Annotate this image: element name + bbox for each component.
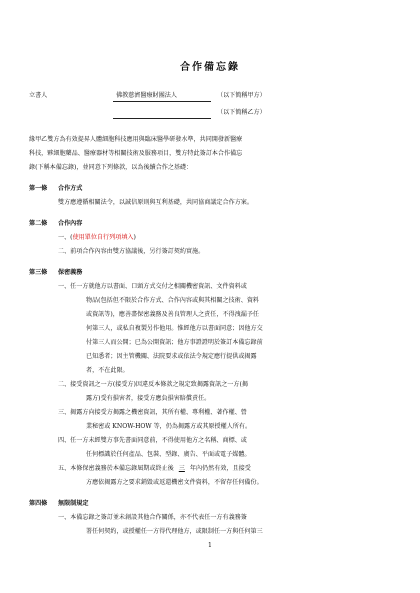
article-heading: 保密義務 [58,269,83,276]
article-line: 四、任一方未經雙方事先書面同意前，不得使用他方之名稱、商標、或 [58,437,247,444]
intro-line: 錄(下稱本備忘錄)，並同意下列條款，以為後續合作之基礎： [29,164,193,171]
article-number: 第二條 [29,220,48,227]
article-item-fill-in [58,233,136,243]
article-line: 二、前項合作內容由雙方協議後，另行簽訂契約實施。 [58,248,205,255]
fill-in-placeholder: 使用單位自行列項填入 [72,234,134,241]
article-line: 二、接受資訊之一方(接受方)因違反本條款之規定致揭露資訊之一方(揭 [58,381,248,388]
page-number: 1 [208,542,212,549]
item-prefix: 一、( [58,234,73,241]
item5-text: 年內仍然有效，且接受 [189,465,251,472]
article-line: 方應依揭露方之要求銷毀或返還機密文件資料，不留存任何備份。 [86,479,263,486]
article-line: 三、揭露方向接受方揭露之機密資訊，其所有權、專利權、著作權、營 [58,409,247,416]
article-line: 露方)受有損害者，接受方應負損害賠償責任。 [86,395,211,402]
confidentiality-years: 三 [178,465,185,472]
article-heading: 合作方式 [58,185,83,192]
intro-line: 緣甲乙雙方為有效提昇人體細胞科技應用與臨床醫學研發水準，共同開發新醫療 [29,136,243,143]
article-line: 付第三人而公開；已為公開資訊；他方事證證明於簽訂本備忘錄前 [86,339,263,346]
article-line: 已知悉者；因主管機關、法院要求或依法令規定應行提供或揭露 [86,353,257,360]
parties-label: 立書人 [29,92,48,99]
article-line: 雙方應遵循相關法令，以誠信原則與互利基礎，共同協商議定合作方案。 [58,199,253,206]
article-line: 任何標識於任何產品、包裝、型錄、廣告、平面或電子媒體。 [86,451,251,458]
article-line: 一、任一方就他方以書面、口頭方式交付之相關機密資訊、文件資料或 [58,283,247,290]
article-number: 第四條 [29,500,48,507]
article-line: 者，不在此限。 [86,367,129,374]
article-heading: 無限制規定 [58,500,89,507]
article-number: 第一條 [29,185,48,192]
document-title: 合作備忘錄 [180,62,240,73]
item5-text: 五、本條保密義務於本備忘錄屆期或終止後 [58,465,174,472]
article-line: 業秘密或 KNOW-HOW 等，仍為揭露方或其原授權人所有。 [86,423,252,430]
article-line: 一、本備忘錄之簽訂並未創設其他合作關係，亦不代表任一方有義務簽 [58,514,247,521]
article-line: 或資訊等)，應善盡保密義務及善良管理人之責任，不得洩漏予任 [86,311,260,318]
second-party-note: （以下簡稱乙方） [217,109,266,116]
first-party-underline [113,101,211,102]
intro-line: 科技，夥細胞藥品、醫療器材等相關技術及服務項目，雙方特此簽訂本合作備忘 [29,150,243,157]
item-suffix: ) [133,234,136,241]
article-line: 署任何契約，或授權任一方得代理他方，或限制任一方與任何第三 [86,528,263,535]
article-line: 物品(包括但不限於合作方式、合作內容或與其相關之技術、資料 [86,297,260,304]
second-party-underline [113,118,211,119]
first-party-name: 佛教慈濟醫療財團法人 [116,92,177,99]
article-heading: 合作內容 [58,220,83,227]
article-line: 何第三人，或私自複製另作他用。惟經他方以書面同意；因他方交 [86,325,263,332]
first-party-note: （以下簡稱甲方） [217,92,266,99]
article-number: 第三條 [29,269,48,276]
article-item-five [58,464,251,474]
